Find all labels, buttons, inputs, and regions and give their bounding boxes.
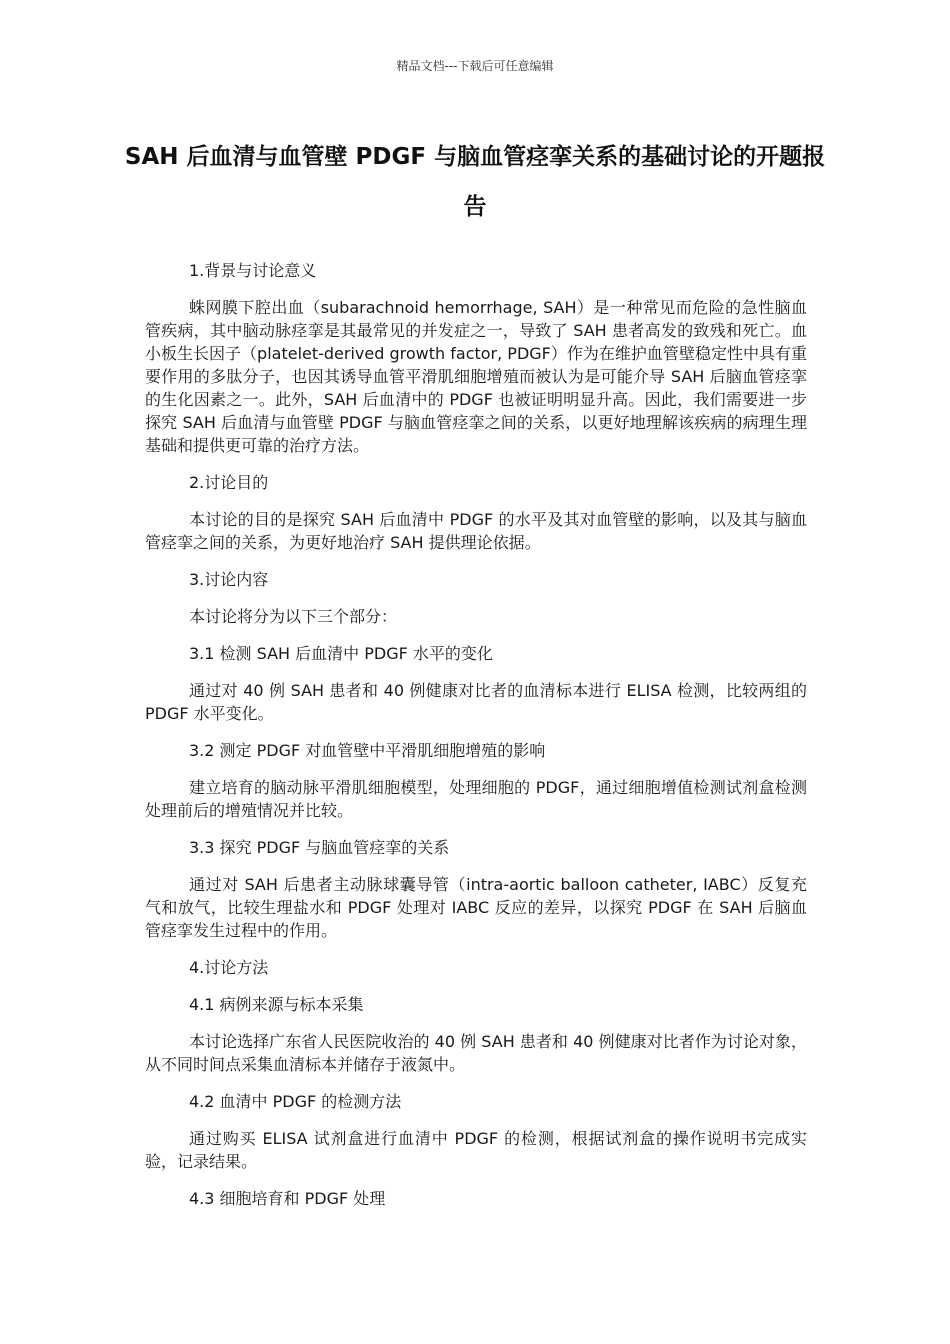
subsection-heading: 4.3 细胞培育和 PDGF 处理 (189, 1189, 386, 1208)
section-heading: 4.讨论方法 (189, 958, 269, 977)
subsection-heading: 3.1 检测 SAH 后血清中 PDGF 水平的变化 (189, 644, 493, 663)
subsection-heading: 3.2 测定 PDGF 对血管壁中平滑肌细胞增殖的影响 (189, 741, 546, 760)
paragraph: 通过对 40 例 SAH 患者和 40 例健康对比者的血清标本进行 ELISA 检测，比较两组的 PDGF 水平变化。 (145, 681, 807, 723)
paragraph: 本讨论选择广东省人民医院收治的 40 例 SAH 患者和 40 例健康对比者作为讨论对象，从不同时间点采集血清标本并储存于液氮中。 (145, 1032, 807, 1074)
page-header: 精品文档---下载后可任意编辑 (396, 59, 554, 73)
document-body (145, 259, 807, 1224)
paragraph: 通过购买 ELISA 试剂盒进行血清中 PDGF 的检测，根据试剂盒的操作说明书完成实验，记录结果。 (145, 1129, 807, 1171)
document-title: SAH 后血清与血管壁 PDGF 与脑血管痉挛关系的基础讨论的开题报告 (124, 144, 826, 220)
section-heading: 3.讨论内容 (189, 570, 269, 589)
section-heading: 2.讨论目的 (189, 473, 269, 492)
paragraph: 本讨论的目的是探究 SAH 后血清中 PDGF 的水平及其对血管壁的影响，以及其与脑血管痉挛之间的关系，为更好地治疗 SAH 提供理论依据。 (145, 510, 807, 552)
paragraph: 建立培育的脑动脉平滑肌细胞模型，处理细胞的 PDGF，通过细胞增值检测试剂盒检测处理前后的增殖情况并比较。 (145, 778, 807, 820)
section-heading: 1.背景与讨论意义 (189, 261, 317, 280)
paragraph: 蛛网膜下腔出血（subarachnoid hemorrhage, SAH）是一种常见而危险的急性脑血管疾病，其中脑动脉痉挛是其最常见的并发症之一，导致了 SAH 患者高发的致残和死亡。血小板生长因子（platelet-derived growth factor, PDGF）作为在维护血管壁稳定性中具有重要作用的多肽分子，也因其诱导血管平滑肌细胞增殖而被认为是可能介导 SAH 后脑血管痉挛的生化因素之一。此外，SAH 后血清中的 PDGF 也被证明明显升高。因此，我们需要进一步探究 SAH 后血清与血管壁 PDGF 与脑血管痉挛之间的关系，以更好地理解该疾病的病理生理基础和提供更可靠的治疗方法。 (145, 298, 807, 455)
subsection-heading: 3.3 探究 PDGF 与脑血管痉挛的关系 (189, 838, 450, 857)
paragraph: 通过对 SAH 后患者主动脉球囊导管（intra-aortic balloon catheter, IABC）反复充气和放气，比较生理盐水和 PDGF 处理对 IABC 反应的差异，以探究 PDGF 在 SAH 后脑血管痉挛发生过程中的作用。 (145, 875, 807, 940)
subsection-heading: 4.1 病例来源与标本采集 (189, 995, 364, 1014)
paragraph: 本讨论将分为以下三个部分： (189, 607, 398, 626)
subsection-heading: 4.2 血清中 PDGF 的检测方法 (189, 1092, 402, 1111)
